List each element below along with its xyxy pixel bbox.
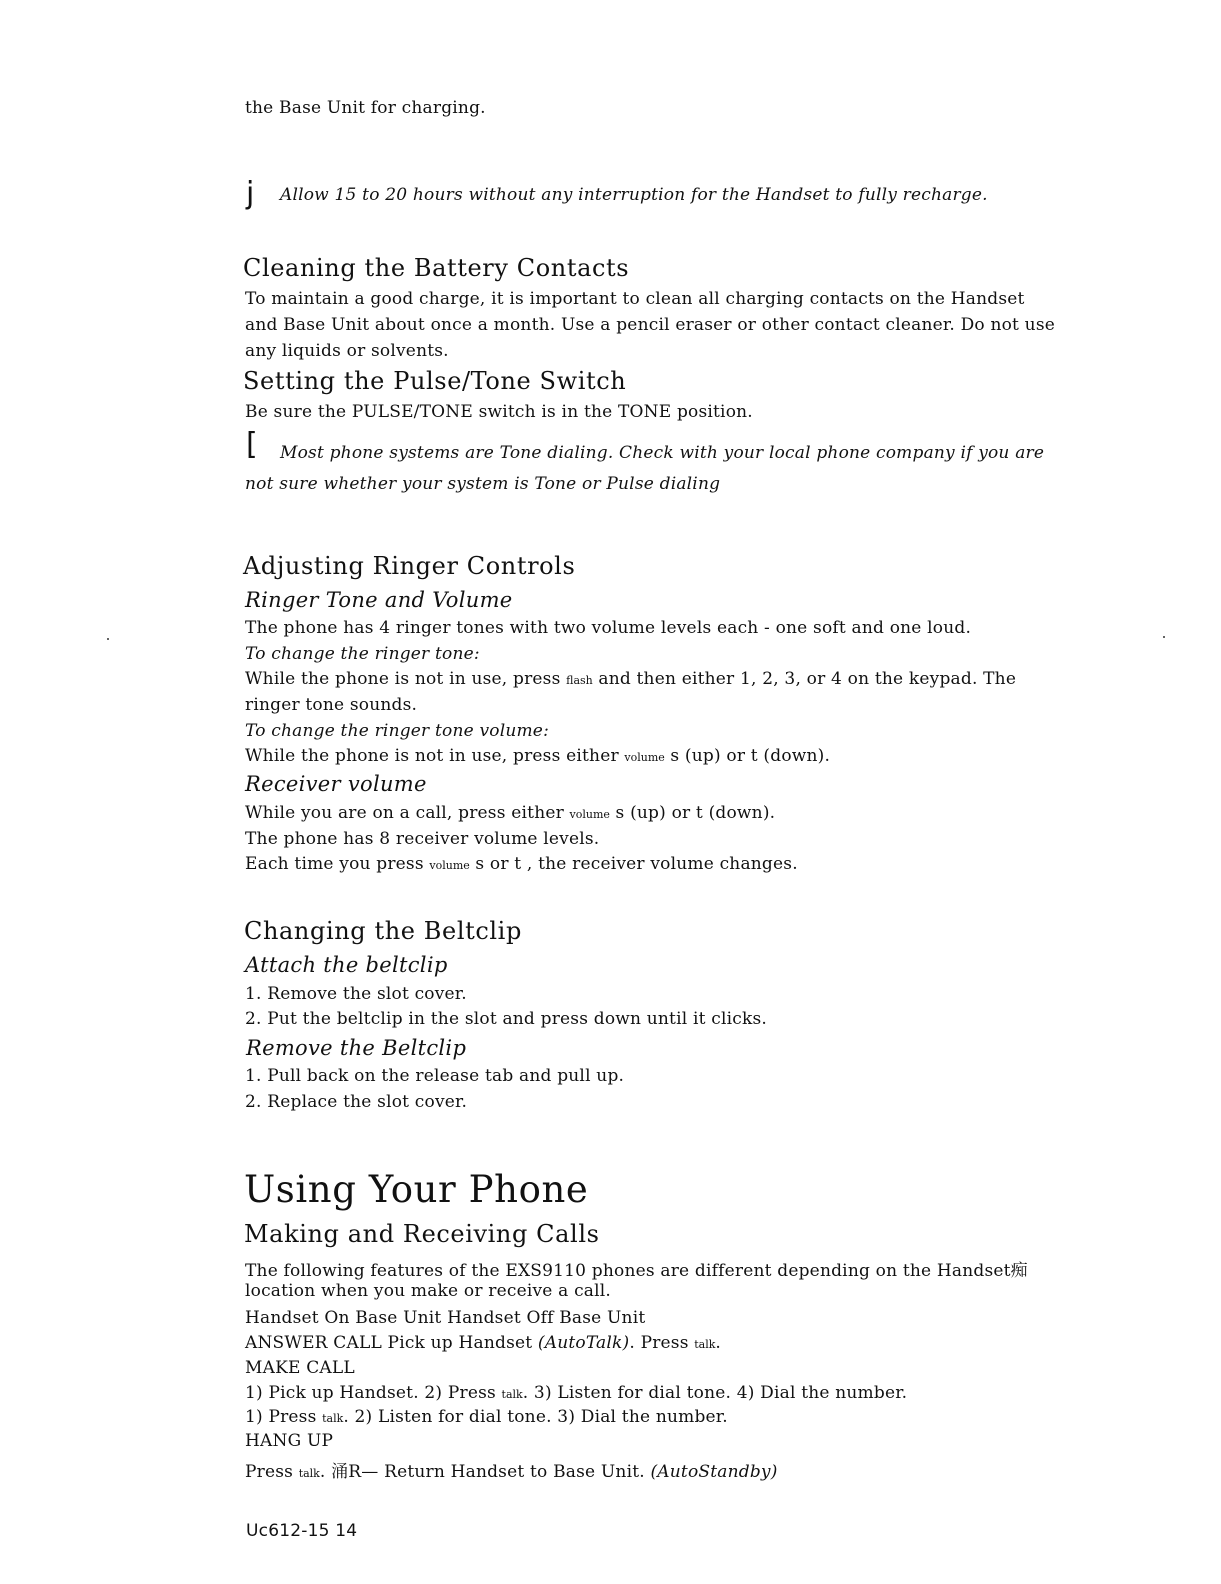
instruction-label: To change the ringer tone: <box>245 644 480 664</box>
text-line: The phone has 8 receiver volume levels. <box>245 829 600 849</box>
list-item: 1. Pull back on the release tab and pull up. <box>245 1066 625 1086</box>
text-line: While the phone is not in use, press flash and then either 1, 2, 3, or 4 on the keypad. The <box>245 669 1017 689</box>
page-footer: Uc612-15 14 <box>246 1521 358 1541</box>
text-line: location when you make or receive a call. <box>245 1281 612 1301</box>
list-item: 1. Remove the slot cover. <box>245 984 467 1004</box>
text-line: any liquids or solvents. <box>245 341 449 361</box>
scan-speck <box>1163 636 1165 638</box>
text-line: the Base Unit for charging. <box>245 98 486 118</box>
list-item: 2. Put the beltclip in the slot and press down until it clicks. <box>245 1009 767 1029</box>
text-line: The phone has 4 ringer tones with two volume levels each - one soft and one loud. <box>245 618 972 638</box>
key-label-talk: talk <box>298 1467 320 1480</box>
key-label-flash: flash <box>566 674 593 687</box>
text-line: The following features of the EXS9110 phones are different depending on the Handset痴 <box>245 1261 1028 1281</box>
note-text: Allow 15 to 20 hours without any interruption for the Handset to fully recharge. <box>280 185 988 205</box>
table-row: MAKE CALL <box>245 1358 355 1378</box>
table-row: 1) Press talk. 2) Listen for dial tone. 3) Dial the number. <box>245 1407 728 1427</box>
text-line: To maintain a good charge, it is important to clean all charging contacts on the Handset <box>245 289 1025 309</box>
note-text: not sure whether your system is Tone or Pulse dialing <box>245 474 721 494</box>
table-row: HANG UP <box>245 1431 334 1451</box>
section-heading: Making and Receiving Calls <box>244 1220 600 1248</box>
instruction-label: To change the ringer tone volume: <box>245 721 550 741</box>
subsection-heading: Attach the beltclip <box>245 953 448 977</box>
note-icon: [ <box>246 427 258 462</box>
note-icon: j <box>246 176 255 211</box>
section-heading: Setting the Pulse/Tone Switch <box>243 367 627 395</box>
section-heading: Cleaning the Battery Contacts <box>243 254 630 282</box>
list-item: 2. Replace the slot cover. <box>245 1092 468 1112</box>
table-row: ANSWER CALL Pick up Handset (AutoTalk). Press talk. <box>245 1333 722 1353</box>
note-text: Most phone systems are Tone dialing. Check with your local phone company if you are <box>280 443 1045 463</box>
section-heading: Adjusting Ringer Controls <box>243 552 576 580</box>
subsection-heading: Ringer Tone and Volume <box>245 588 513 612</box>
key-label-volume: volume <box>569 808 610 821</box>
section-heading: Changing the Beltclip <box>244 917 522 945</box>
key-label-talk: talk <box>694 1338 716 1351</box>
text-line: Be sure the PULSE/TONE switch is in the TONE position. <box>245 402 753 422</box>
text-line: While you are on a call, press either volume s (up) or t (down). <box>245 803 776 823</box>
table-row: Press talk. 涌R— Return Handset to Base Unit. (AutoStandby) <box>245 1462 778 1482</box>
table-row: 1) Pick up Handset. 2) Press talk. 3) Listen for dial tone. 4) Dial the number. <box>245 1383 908 1403</box>
chapter-title: Using Your Phone <box>244 1168 589 1211</box>
text-line: ringer tone sounds. <box>245 695 418 715</box>
key-label-talk: talk <box>322 1412 344 1425</box>
text-line: Each time you press volume s or t , the receiver volume changes. <box>245 854 798 874</box>
text-line: and Base Unit about once a month. Use a pencil eraser or other contact cleaner. Do not use <box>245 315 1056 335</box>
key-label-volume: volume <box>429 859 470 872</box>
text-line: While the phone is not in use, press either volume s (up) or t (down). <box>245 746 831 766</box>
key-label-talk: talk <box>501 1388 523 1401</box>
key-label-volume: volume <box>624 751 665 764</box>
table-header: Handset On Base Unit Handset Off Base Unit <box>245 1308 646 1328</box>
subsection-heading: Remove the Beltclip <box>246 1036 467 1060</box>
subsection-heading: Receiver volume <box>245 772 427 796</box>
scan-speck <box>107 638 109 640</box>
